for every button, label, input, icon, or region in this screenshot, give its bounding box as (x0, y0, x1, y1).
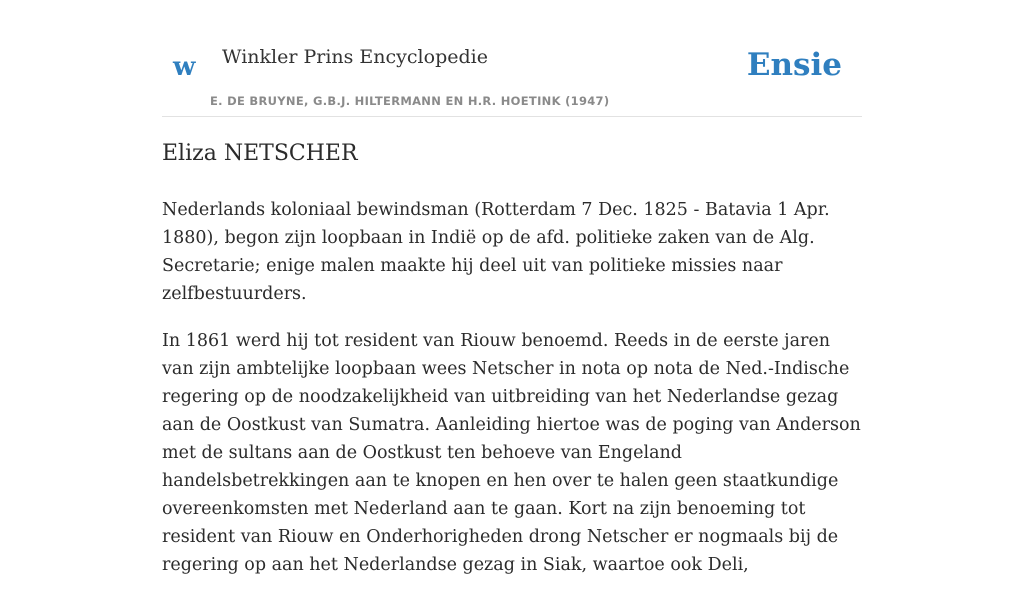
article-paragraph: In 1861 werd hij tot resident van Riouw benoemd. Reeds in de eerste jaren van zijn ambtelijke loopbaan wees Netscher in nota op nota de Ned.-Indische regering op de noodzakelijkheid van uitbreiding van het Nederlandse gezag aan de Oostkust van Sumatra. Aanleiding hiertoe was de poging van Anderson met de sultans aan de Oostkust ten behoeve van Engeland handelsbetrekkingen aan te knopen en hen over te halen geen staatkundige overeenkomsten met Nederland aan te gaan. Kort na zijn benoeming tot resident van Riouw en Onderhorigheden drong Netscher er nogmaals bij de regering op aan het Nederlandse gezag in Siak, waartoe ook Deli, (162, 331, 861, 575)
site-subtitle: E. DE BRUYNE, G.B.J. HILTERMANN EN H.R. HOETINK (1947) (210, 94, 610, 108)
site-header (162, 0, 862, 117)
article-paragraph: Nederlands koloniaal bewindsman (Rotterdam 7 Dec. 1825 - Batavia 1 Apr. 1880), begon zijn loopbaan in Indië op de afd. politieke zaken van de Alg. Secretarie; enige malen maakte hij deel uit van politieke missies naar zelfbestuurders. (162, 200, 830, 304)
site-title[interactable]: Winkler Prins Encyclopedie (222, 46, 488, 68)
logo-icon[interactable]: w (173, 52, 196, 82)
article-title: Eliza NETSCHER (162, 141, 358, 166)
ensie-brand-link[interactable]: Ensie (746, 47, 842, 83)
article-body (162, 138, 862, 598)
